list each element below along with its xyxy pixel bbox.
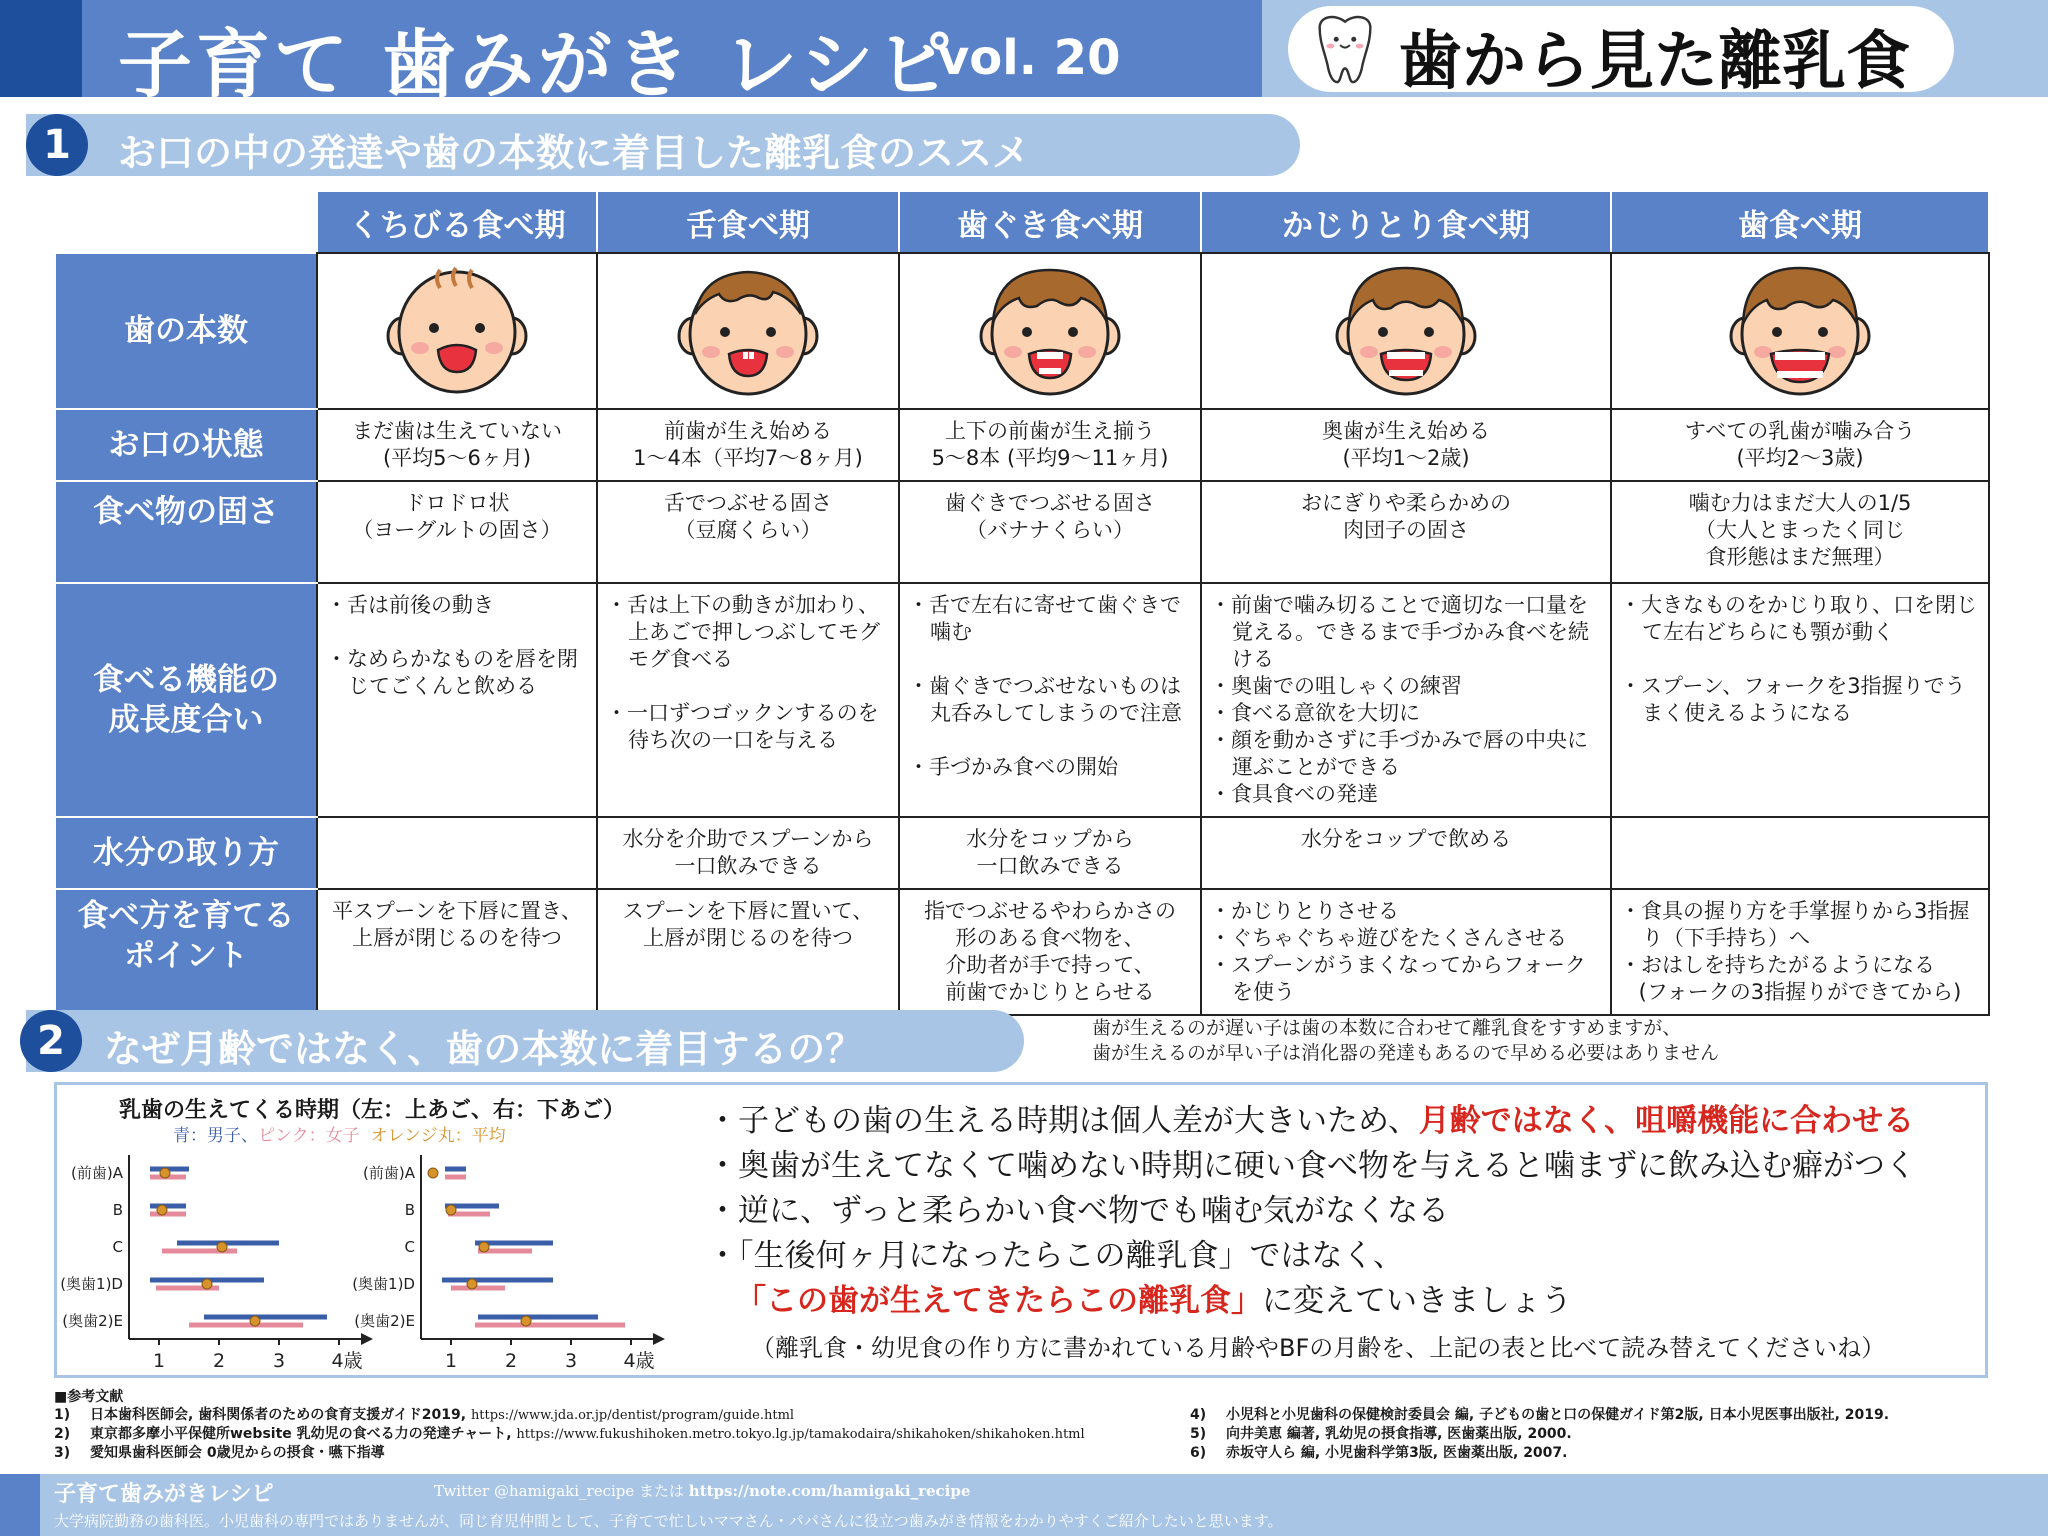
cell-line: 1〜4本（平均7〜8ヶ月) (633, 446, 863, 470)
cell-line: （大人とまったく同じ (1695, 518, 1905, 542)
table-cell (1201, 889, 1611, 1015)
table-cell (597, 583, 899, 817)
table-cell (1611, 817, 1989, 889)
cell-line: 奥歯が生え始める (1322, 419, 1490, 443)
table-cell (1611, 481, 1989, 583)
bullet-item: ・ 舌で左右に寄せて歯ぐきで噛む (908, 592, 1192, 646)
table-cell (899, 889, 1201, 1015)
point-text: ・子どもの歯の生える時期は個人差が大きいため、 (707, 1103, 1419, 1139)
baby-face-upper-lower-teeth-icon (975, 262, 1125, 400)
point-line (707, 1099, 1916, 1144)
table-cell (1201, 817, 1611, 889)
reference-item (54, 1425, 1085, 1444)
table-row-mouth-state (55, 409, 1989, 481)
page-header (0, 0, 2048, 108)
tooth-category-label: (前歯)A (363, 1164, 415, 1182)
x-tick-label: 1 (152, 1350, 166, 1372)
baby-face-no-teeth-icon (382, 262, 532, 400)
table-cell (1201, 409, 1611, 481)
x-tick-label: 3 (272, 1350, 286, 1372)
average-point (467, 1279, 477, 1289)
bullet-item: ・ 食具食べの発達 (1210, 781, 1602, 808)
section-2-number: 2 (20, 1010, 82, 1072)
ref-link[interactable]: https://www.jda.or.jp/dentist/program/guide.html (470, 1408, 795, 1423)
cell-line: すべての乳歯が噛み合う (1684, 419, 1916, 443)
tooth-category-label: (奥歯2)E (354, 1312, 415, 1330)
tooth-category-label: (前歯)A (71, 1164, 123, 1182)
average-point (250, 1316, 260, 1326)
face-cell (1201, 253, 1611, 409)
cell-line: おにぎりや柔らかめの (1301, 491, 1511, 515)
bullet-item: ・ ぐちゃぐちゃ遊びをたくさんさせる (1210, 925, 1602, 952)
face-cell (597, 253, 899, 409)
x-tick-label: 2 (212, 1350, 226, 1372)
row-header-water: 水分の取り方 (55, 817, 317, 889)
stage-header: 歯食べ期 (1611, 191, 1989, 253)
ref-link[interactable]: https://www.fukushihoken.metro.tokyo.lg.jp/tamakodaira/shikahoken/shikahoken.html (516, 1427, 1085, 1442)
stage-header: くちびる食べ期 (317, 191, 597, 253)
cell-line: 舌でつぶせる固さ (664, 491, 832, 515)
x-axis-arrow (361, 1333, 373, 1345)
bullet-item: ・ 前歯で噛み切ることで適切な一口量を覚える。できるまで手づかみ食べを続ける (1210, 592, 1602, 673)
table-cell (317, 409, 597, 481)
tooth-category-label: C (112, 1238, 123, 1256)
face-cell (317, 253, 597, 409)
table-row-feeding-points (55, 889, 1989, 1015)
cell-line: （バナナくらい） (966, 518, 1134, 542)
bullet-item: ・ かじりとりさせる (1210, 898, 1602, 925)
ref-num: 6) (1190, 1445, 1207, 1461)
section-2-title: なぜ月齢ではなく、歯の本数に着目するの？ (104, 1027, 864, 1071)
ref-text: 日本歯科医師会, 歯科関係者のための食育支援ガイド2019, (90, 1407, 471, 1423)
point-line: ・逆に、ずっと柔らかい食べ物でも噛む気がなくなる (707, 1193, 1450, 1229)
cell-line: 歯ぐきでつぶせる固さ (945, 491, 1155, 515)
table-cell (1201, 583, 1611, 817)
point-note: （離乳食・幼児食の作り方に書かれている月齢やBFの月齢を、上記の表と比べて読み替えてくださいね） (751, 1334, 1886, 1362)
bullet-item: ・ なめらかなものを唇を閉じてごくんと飲める (326, 646, 588, 700)
footer-social (434, 1480, 970, 1501)
row-header-eating-function (55, 583, 317, 817)
cell-line: 水分をコップから (966, 827, 1134, 851)
cell-line: 介助者が手で持って、 (945, 953, 1155, 977)
row-header-label: 食べ方を育てる ポイント (77, 898, 295, 975)
bullet-item: ・ スプーンがうまくなってからフォークを使う (1210, 952, 1602, 1006)
baby-face-front-teeth-icon (673, 262, 823, 400)
table-row-water (55, 817, 1989, 889)
section-2-note (1092, 1016, 1719, 1066)
reference-item (54, 1444, 1085, 1463)
cell-line: 上唇が閉じるのを待つ (352, 926, 562, 950)
average-point (479, 1242, 489, 1252)
face-cell (899, 253, 1201, 409)
cell-line: 水分をコップで飲める (1300, 827, 1512, 851)
average-point (157, 1205, 167, 1215)
footer-note-link[interactable]: https://note.com/hamigaki_recipe (688, 1482, 971, 1500)
page-footer (0, 1474, 2048, 1536)
section-1-number: 1 (26, 114, 88, 176)
footer-description: 大学病院勤務の歯科医。小児歯科の専門ではありませんが、同じ育児仲間として、子育てで忙しいママさん・パパさんに役立つ歯みがき情報をわかりやすくご紹介したいと思います。 (54, 1512, 1283, 1530)
x-tick-label: 3 (564, 1350, 578, 1372)
row-header-label: 食べる機能の 成長度合い (93, 661, 279, 738)
table-cell (899, 817, 1201, 889)
row-header-food-hardness: 食べ物の固さ (55, 481, 317, 583)
ref-text: 赤坂守人ら 編, 小児歯科学第3版, 医歯薬出版, 2007. (1226, 1445, 1568, 1461)
average-point (217, 1242, 227, 1252)
volume-label: vol. 20 (938, 30, 1121, 86)
references-left (54, 1406, 1085, 1463)
bullet-item: ・ 顔を動かさずに手づかみで唇の中央に運ぶことができる (1210, 727, 1602, 781)
cell-line: (平均5〜6ヶ月) (382, 446, 532, 470)
ref-num: 2) (54, 1426, 71, 1442)
note-line: 歯が生えるのが早い子は消化器の発達もあるので早める必要はありません (1092, 1042, 1720, 1064)
stage-header: 歯ぐき食べ期 (899, 191, 1201, 253)
table-cell (317, 817, 597, 889)
cell-line: (平均2〜3歳) (1736, 446, 1864, 470)
average-point (446, 1205, 456, 1215)
cell-line: (平均1〜2歳) (1342, 446, 1470, 470)
ref-num: 3) (54, 1445, 71, 1461)
note-line: 歯が生えるのが遅い子は歯の本数に合わせて離乳食をすすめますが、 (1092, 1017, 1682, 1039)
reference-item (1190, 1425, 1889, 1444)
legend-average: オレンジ丸：平均 (370, 1126, 506, 1146)
reference-item (1190, 1444, 1889, 1463)
ref-num: 1) (54, 1407, 71, 1423)
table-row-eating-function (55, 583, 1989, 817)
page-subtitle: 歯から見た離乳食 (1398, 25, 1910, 99)
table-row-food-hardness (55, 481, 1989, 583)
cell-line: 5〜8本 (平均9〜11ヶ月) (931, 446, 1169, 470)
row-header-feeding-points (55, 889, 317, 1015)
cell-line: （ヨーグルトの固さ） (352, 518, 562, 542)
cell-line: 上下の前歯が生え揃う (945, 419, 1155, 443)
footer-brand: 子育て歯みがきレシピ (54, 1482, 274, 1507)
cell-line: まだ歯は生えていない (352, 419, 562, 443)
bullet-item: ・ 食具の握り方を手掌握りから3指握り（下手持ち）へ (1620, 898, 1980, 952)
table-cell (317, 481, 597, 583)
cell-line: 肉団子の固さ (1343, 518, 1469, 542)
cell-line: 食形態はまだ無理） (1705, 545, 1895, 569)
table-cell (597, 889, 899, 1015)
average-point (202, 1279, 212, 1289)
row-header-mouth-state: お口の状態 (55, 409, 317, 481)
point-line: ・奥歯が生えてなくて噛めない時期に硬い食べ物を与えると噛まずに飲み込む癖がつく (707, 1148, 1916, 1184)
ref-text: 向井美恵 編著, 乳幼児の摂食指導, 医歯薬出版, 2000. (1226, 1426, 1572, 1442)
footer-social-text: Twitter @hamigaki_recipe または (434, 1482, 689, 1500)
tooth-category-label: C (404, 1238, 415, 1256)
footer-accent-bar (0, 1474, 40, 1536)
legend-boy: 青：男子、 (173, 1126, 258, 1146)
table-cell (597, 409, 899, 481)
tooth-category-label: (奥歯1)D (60, 1275, 123, 1293)
ref-text: 小児科と小児歯科の保健検討委員会 編, 子どもの歯と口の保健ガイド第2版, 日本小児医事出版社, 2019. (1226, 1407, 1890, 1423)
references-right (1190, 1406, 1889, 1463)
key-points (707, 1099, 1916, 1371)
bullet-item: ・ 手づかみ食べの開始 (908, 754, 1192, 781)
upper-jaw-eruption-chart (57, 1085, 375, 1381)
face-cell (1611, 253, 1989, 409)
bullet-item: ・ スプーン、フォークを3指握りでうまく使えるようになる (1620, 673, 1980, 727)
point-line (707, 1279, 1916, 1324)
cell-line: 前歯が生え始める (664, 419, 832, 443)
x-tick-label: 4歳 (331, 1350, 363, 1372)
average-point (521, 1316, 531, 1326)
cell-line: (フォークの3指握りができてから) (1638, 980, 1962, 1004)
page-title: 子育て 歯みがき レシピ (118, 22, 956, 108)
bullet-item: ・ 奥歯での咀しゃくの練習 (1210, 673, 1602, 700)
average-point (428, 1168, 438, 1178)
tooth-mascot-icon (1306, 10, 1384, 88)
reference-item (54, 1406, 1085, 1425)
bullet-item: ・ 歯ぐきでつぶせないものは丸呑みしてしまうので注意 (908, 673, 1192, 727)
x-tick-label: 2 (504, 1350, 518, 1372)
table-cell (899, 409, 1201, 481)
table-cell (1611, 409, 1989, 481)
table-cell (899, 583, 1201, 817)
section-1-title: お口の中の発達や歯の本数に着目した離乳食のススメ (118, 131, 1031, 175)
cell-line: 形のある食べ物を、 (955, 926, 1145, 950)
table-corner (55, 191, 317, 253)
weaning-stage-table (54, 190, 1990, 1016)
table-cell (1611, 889, 1989, 1015)
eruption-chart-box (54, 1082, 1988, 1378)
point-highlight: 「この歯が生えてきたらこの離乳食」 (735, 1283, 1262, 1319)
tooth-category-label: (奥歯2)E (62, 1312, 123, 1330)
stage-header: 舌食べ期 (597, 191, 899, 253)
point-line: ・「生後何ヶ月になったらこの離乳食」ではなく、 (707, 1238, 1404, 1274)
cell-line: 一口飲みできる (674, 854, 822, 878)
bullet-item: ・ 舌は上下の動きが加わり、上あごで押しつぶしてモグモグ食べる (606, 592, 890, 673)
tooth-category-label: B (404, 1201, 415, 1219)
cell-line: 一口飲みできる (976, 854, 1124, 878)
cell-line: 前歯でかじりとらせる (945, 980, 1155, 1004)
child-face-molars-icon (1331, 262, 1481, 400)
tooth-category-label: B (112, 1201, 123, 1219)
cell-line: スプーンを下唇に置いて、 (622, 899, 874, 923)
cell-line: 噛む力はまだ大人の1/5 (1688, 491, 1912, 515)
table-cell (597, 481, 899, 583)
point-highlight: 月齢ではなく、咀嚼機能に合わせる (1418, 1103, 1915, 1139)
table-cell (597, 817, 899, 889)
bullet-item: ・ 大きなものをかじり取り、口を閉じて左右どちらにも顎が動く (1620, 592, 1980, 646)
point-text: に変えていきましょう (1262, 1283, 1572, 1319)
cell-line: 上唇が閉じるのを待つ (643, 926, 853, 950)
chart-title: 乳歯の生えてくる時期（左：上あご、右：下あご） (119, 1098, 626, 1123)
ref-num: 4) (1190, 1407, 1207, 1423)
child-face-all-teeth-icon (1725, 262, 1875, 400)
cell-line: （豆腐くらい） (674, 518, 822, 542)
table-row-teeth-count (55, 253, 1989, 409)
header-accent-bar (0, 0, 82, 97)
x-tick-label: 1 (444, 1350, 458, 1372)
ref-text: 東京都多摩小平保健所website 乳幼児の食べる力の発達チャート, (90, 1426, 517, 1442)
x-tick-label: 4歳 (623, 1350, 655, 1372)
bullet-item: ・ 一口ずつゴックンするのを待ち次の一口を与える (606, 700, 890, 754)
ref-text: 愛知県歯科医師会 0歳児からの摂食・嚥下指導 (90, 1445, 385, 1461)
cell-line: 指でつぶせるやわらかさの (924, 899, 1176, 923)
cell-line: 平スプーンを下唇に置き、 (331, 899, 583, 923)
table-cell (317, 583, 597, 817)
table-cell (1611, 583, 1989, 817)
table-cell (1201, 481, 1611, 583)
bullet-item: ・ おはしを持ちたがるようになる (1620, 952, 1980, 979)
stage-header: かじりとり食べ期 (1201, 191, 1611, 253)
table-cell (899, 481, 1201, 583)
bullet-item: ・ 舌は前後の動き (326, 592, 588, 619)
reference-item (1190, 1406, 1889, 1425)
references-heading: ■参考文献 (54, 1389, 124, 1405)
legend-girl: ピンク：女子 (258, 1126, 360, 1146)
cell-line: 水分を介助でスプーンから (622, 827, 874, 851)
ref-num: 5) (1190, 1426, 1207, 1442)
average-point (160, 1168, 170, 1178)
table-cell (317, 889, 597, 1015)
bullet-item: ・ 食べる意欲を大切に (1210, 700, 1602, 727)
x-axis-arrow (653, 1333, 665, 1345)
cell-line: ドロドロ状 (404, 491, 510, 515)
tooth-category-label: (奥歯1)D (352, 1275, 415, 1293)
table-header-row (55, 191, 1989, 253)
row-header-teeth-count: 歯の本数 (55, 253, 317, 409)
